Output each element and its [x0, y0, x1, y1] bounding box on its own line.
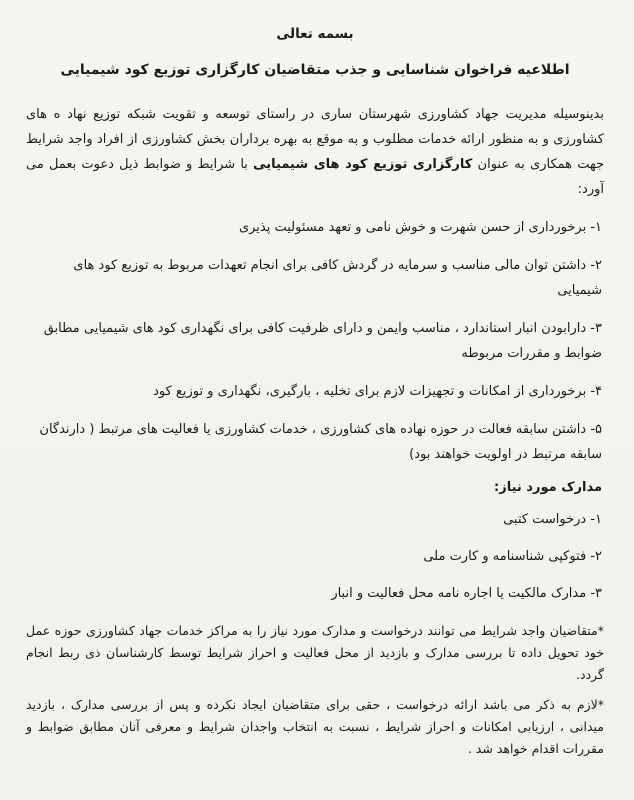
intro-text-after: با شرایط و ضوابط ذیل دعوت بعمل می آورد:: [26, 157, 604, 197]
condition-item: ۵- داشتن سابقه فعالت در حوزه نهاده های کشاورزی ، خدمات کشاورزی یا فعالیت های مرتبط ( دارندگان سابقه مرتبط در اولویت خواهند بود): [39, 422, 602, 462]
bismillah-heading: بسمه تعالی: [276, 26, 354, 42]
condition-item: ۲- داشتن توان مالی مناسب و سرمایه در گردش کافی برای انجام تعهدات مربوط به توزیع کود های شیمیایی: [73, 258, 602, 298]
notice-title: اطلاعیه فراخوان شناسایی و جذب متقاضیان کارگزاری توزیع کود شیمیایی: [60, 62, 570, 78]
documents-title: مدارک مورد نیاز:: [494, 480, 602, 495]
document-item: ۱- درخواست کتبی: [503, 512, 602, 527]
intro-bold-text: کارگزاری توزیع کود های شیمیایی: [253, 157, 473, 172]
note-paragraph: *متقاضیان واجد شرایط می توانند درخواست و مدارک مورد نیاز را به مراکز خدمات جهاد کشاورزی حوزه عمل خود تحویل داده تا بررسی مدارک و بازدید از محل فعالیت و احراز شرایط توسط کارشناسان ذی ربط انجام گردد.: [26, 623, 604, 682]
document-item: ۳- مدارک مالکیت یا اجاره نامه محل فعالیت و انبار: [331, 586, 602, 601]
documents-list: [26, 509, 604, 605]
note-paragraph: *لازم به ذکر می باشد ارائه درخواست ، حقی برای متقاضیان ایجاد نکرده و پس از بررسی مدارک ، بازدید میدانی ، ارزیابی امکانات و احراز شرایط ، نسبت به انتخاب واجدان شرایط و معرفی آنان مطابق ضوابط و مقررات اقدام خواهد شد .: [26, 697, 604, 756]
intro-text-before: بدینوسیله مدیریت جهاد کشاورزی شهرستان ساری در راستای توسعه و تقویت شبکه توزیع نهاد ه های کشاورزی و به منظور ارائه خدمات مطلوب و به موقع به بهره برداران بخش کشاورزی از افراد واجد شرایط جهت همکاری به عنوان: [26, 107, 604, 172]
condition-item: ۱- برخورداری از حسن شهرت و خوش نامی و تعهد مسئولیت پذیری: [238, 220, 602, 235]
conditions-list: [26, 215, 604, 467]
condition-item: ۴- برخورداری از امکانات و تجهیزات لازم برای تخلیه ، بارگیری، نگهداری و توزیع کود: [153, 384, 602, 399]
condition-item: ۳- دارابودن انبار استاندارد ، مناسب وایمن و دارای ظرفیت کافی برای نگهداری کود های شیمیایی مطابق ضوابط و مقررات مربوطه: [43, 321, 602, 361]
intro-paragraph: [26, 102, 604, 202]
document-item: ۲- فتوکپی شناسنامه و کارت ملی: [423, 549, 602, 564]
